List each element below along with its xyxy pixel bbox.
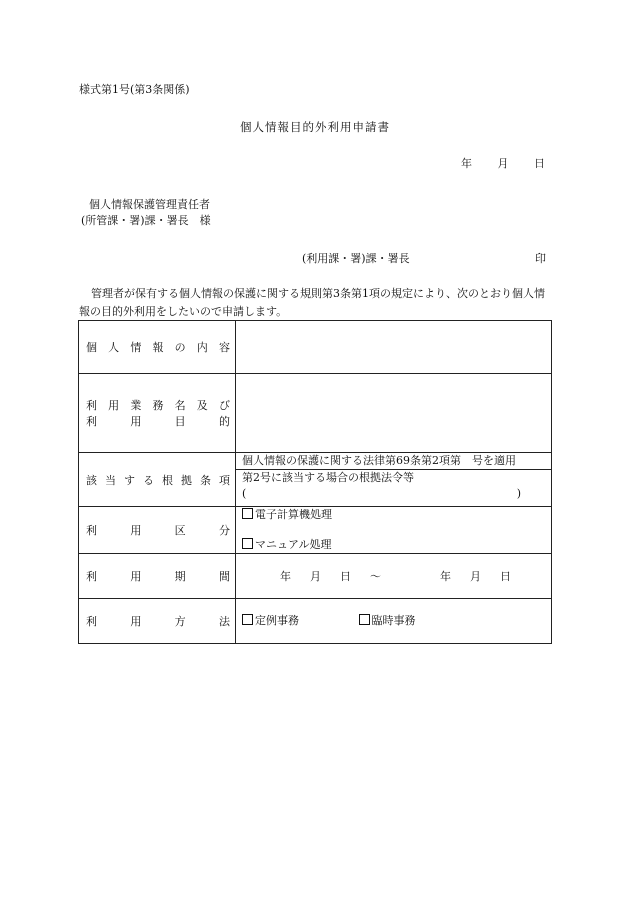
option-label: 臨時事務 — [371, 614, 416, 627]
legal-basis-paren[interactable] — [236, 486, 551, 502]
justified-label: 利 用 方 法 — [86, 615, 230, 628]
checkbox-icon[interactable] — [359, 614, 370, 625]
option-regular-work[interactable] — [242, 614, 299, 627]
option-temporary-work[interactable] — [359, 614, 416, 627]
period-year-from: 年 — [280, 570, 291, 583]
table-row — [79, 554, 552, 599]
date-month: 月 — [497, 157, 509, 170]
date-line — [439, 155, 545, 171]
checkbox-icon[interactable] — [242, 538, 253, 549]
table-row — [79, 321, 552, 374]
period-day-from: 日 — [340, 570, 351, 583]
legal-basis-line1: 個人情報の保護に関する法律第69条第2項第 号を適用 — [242, 454, 516, 467]
checkbox-icon[interactable] — [242, 614, 253, 625]
checkbox-icon[interactable] — [242, 508, 253, 519]
field-usage-period[interactable] — [236, 554, 552, 599]
applicant-dept: (利用課・署)課・署長 — [302, 252, 410, 265]
period-day-to: 日 — [500, 570, 511, 583]
form-number: 様式第1号(第3条関係) — [79, 83, 190, 96]
period-separator: 〜 — [370, 570, 381, 583]
label-usage-method — [79, 599, 236, 644]
field-usage-category — [236, 507, 552, 554]
option-computer-processing[interactable] — [236, 507, 551, 523]
period-month-from: 月 — [310, 570, 321, 583]
body-text: 管理者が保有する個人情報の保護に関する規則第3条第1項の規定により、次のとおり個人情報の目的外利用をしたいので申請します。 — [79, 287, 545, 318]
label-legal-basis — [79, 453, 236, 507]
legal-basis-line2: 第2号に該当する場合の根拠法令等 — [236, 469, 551, 486]
justified-label: 利 用 区 分 — [86, 524, 230, 537]
label-personal-info-content — [79, 321, 236, 374]
label-usage-period — [79, 554, 236, 599]
field-legal-basis — [236, 453, 552, 507]
justified-label: 利 用 期 間 — [86, 570, 230, 583]
field-personal-info-content[interactable] — [236, 321, 552, 374]
justified-label: 該 当 す る 根 拠 条 項 — [86, 473, 230, 487]
period-line — [236, 568, 551, 584]
date-year: 年 — [461, 157, 472, 170]
table-row — [79, 453, 552, 507]
table-row — [79, 599, 552, 644]
justified-label: 個 人 情 報 の 内 容 — [86, 341, 230, 354]
date-day: 日 — [534, 157, 545, 170]
seal-mark: 印 — [535, 252, 546, 265]
period-year-to: 年 — [440, 570, 451, 583]
option-label: マニュアル処理 — [255, 538, 332, 551]
paren-open: ( — [242, 487, 247, 500]
method-options — [236, 613, 551, 629]
table-row — [79, 374, 552, 453]
addressee-title: 個人情報保護管理責任者 — [89, 198, 210, 211]
option-label: 電子計算機処理 — [255, 508, 332, 521]
period-month-to: 月 — [470, 570, 481, 583]
label-usage-category — [79, 507, 236, 554]
justified-label: 利 用 目 的 — [86, 415, 230, 428]
addressee-dept: (所管課・署)課・署長 様 — [81, 214, 211, 227]
paren-close: ) — [516, 487, 521, 500]
application-table — [78, 320, 552, 644]
form-title: 個人情報目的外利用申請書 — [240, 120, 390, 134]
table-row — [79, 507, 552, 554]
field-business-purpose[interactable] — [236, 374, 552, 453]
field-usage-method — [236, 599, 552, 644]
option-manual-processing[interactable] — [236, 537, 551, 553]
label-business-purpose — [79, 374, 236, 453]
justified-label: 利 用 業 務 名 及 び — [86, 399, 230, 412]
option-label: 定例事務 — [255, 614, 299, 627]
